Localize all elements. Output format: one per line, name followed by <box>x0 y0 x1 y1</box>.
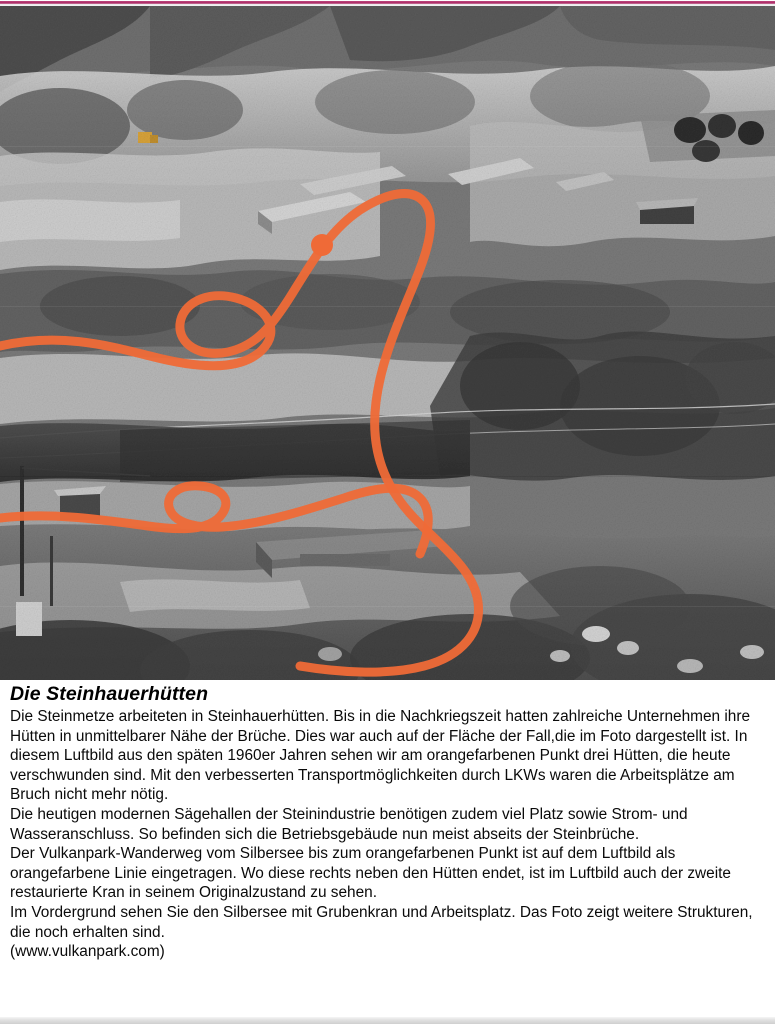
aerial-photo-image <box>0 6 775 680</box>
caption-block <box>10 682 767 962</box>
website-link[interactable]: (www.vulkanpark.com) <box>10 943 165 961</box>
paragraph-1: Die Steinmetze arbeiteten in Steinhauerhütten. Bis in die Nachkriegszeit hatten zahlreiche Unternehmen ihre Hütten in unmittelbarer Nähe der Brüche. Dies war auch auf der Fläche der Fall,die im Foto dargestellt ist. In diesem Luftbild aus den späten 1960er Jahren sehen wir am orangefarbenen Punkt drei Hütten, die heute verschwunden sind. Mit den verbesserten Transportmöglichkeiten durch LKWs waren die Arbeitsplätze am Bruch nicht mehr nötig. <box>10 708 751 804</box>
orange-point-marker <box>311 234 333 256</box>
paragraph-3: Der Vulkanpark-Wanderweg vom Silbersee bis zum orangefarbenen Punkt ist auf dem Luftbild als orangefarbene Linie eingetragen. Wo diese rechts neben den Hütten endet, ist im Luftbild auch der zweite restaurierte Kran in seinem Originalzustand zu sehen. <box>10 845 731 902</box>
paragraph-4: Im Vordergrund sehen Sie den Silbersee mit Grubenkran und Arbeitsplatz. Das Foto zeigt weitere Strukturen, die noch erhalten sind. <box>10 903 753 941</box>
caption-text <box>10 707 767 962</box>
aerial-photo <box>0 6 775 680</box>
page-title: Die Steinhauerhütten <box>10 683 209 705</box>
bottom-edge <box>0 1017 775 1024</box>
paragraph-2: Die heutigen modernen Sägehallen der Steinindustrie benötigen zudem viel Platz sowie Strom- und Wasseranschluss. So befinden sich die Betriebsgebäude nun meist abseits der Steinbrüche. <box>10 805 688 843</box>
